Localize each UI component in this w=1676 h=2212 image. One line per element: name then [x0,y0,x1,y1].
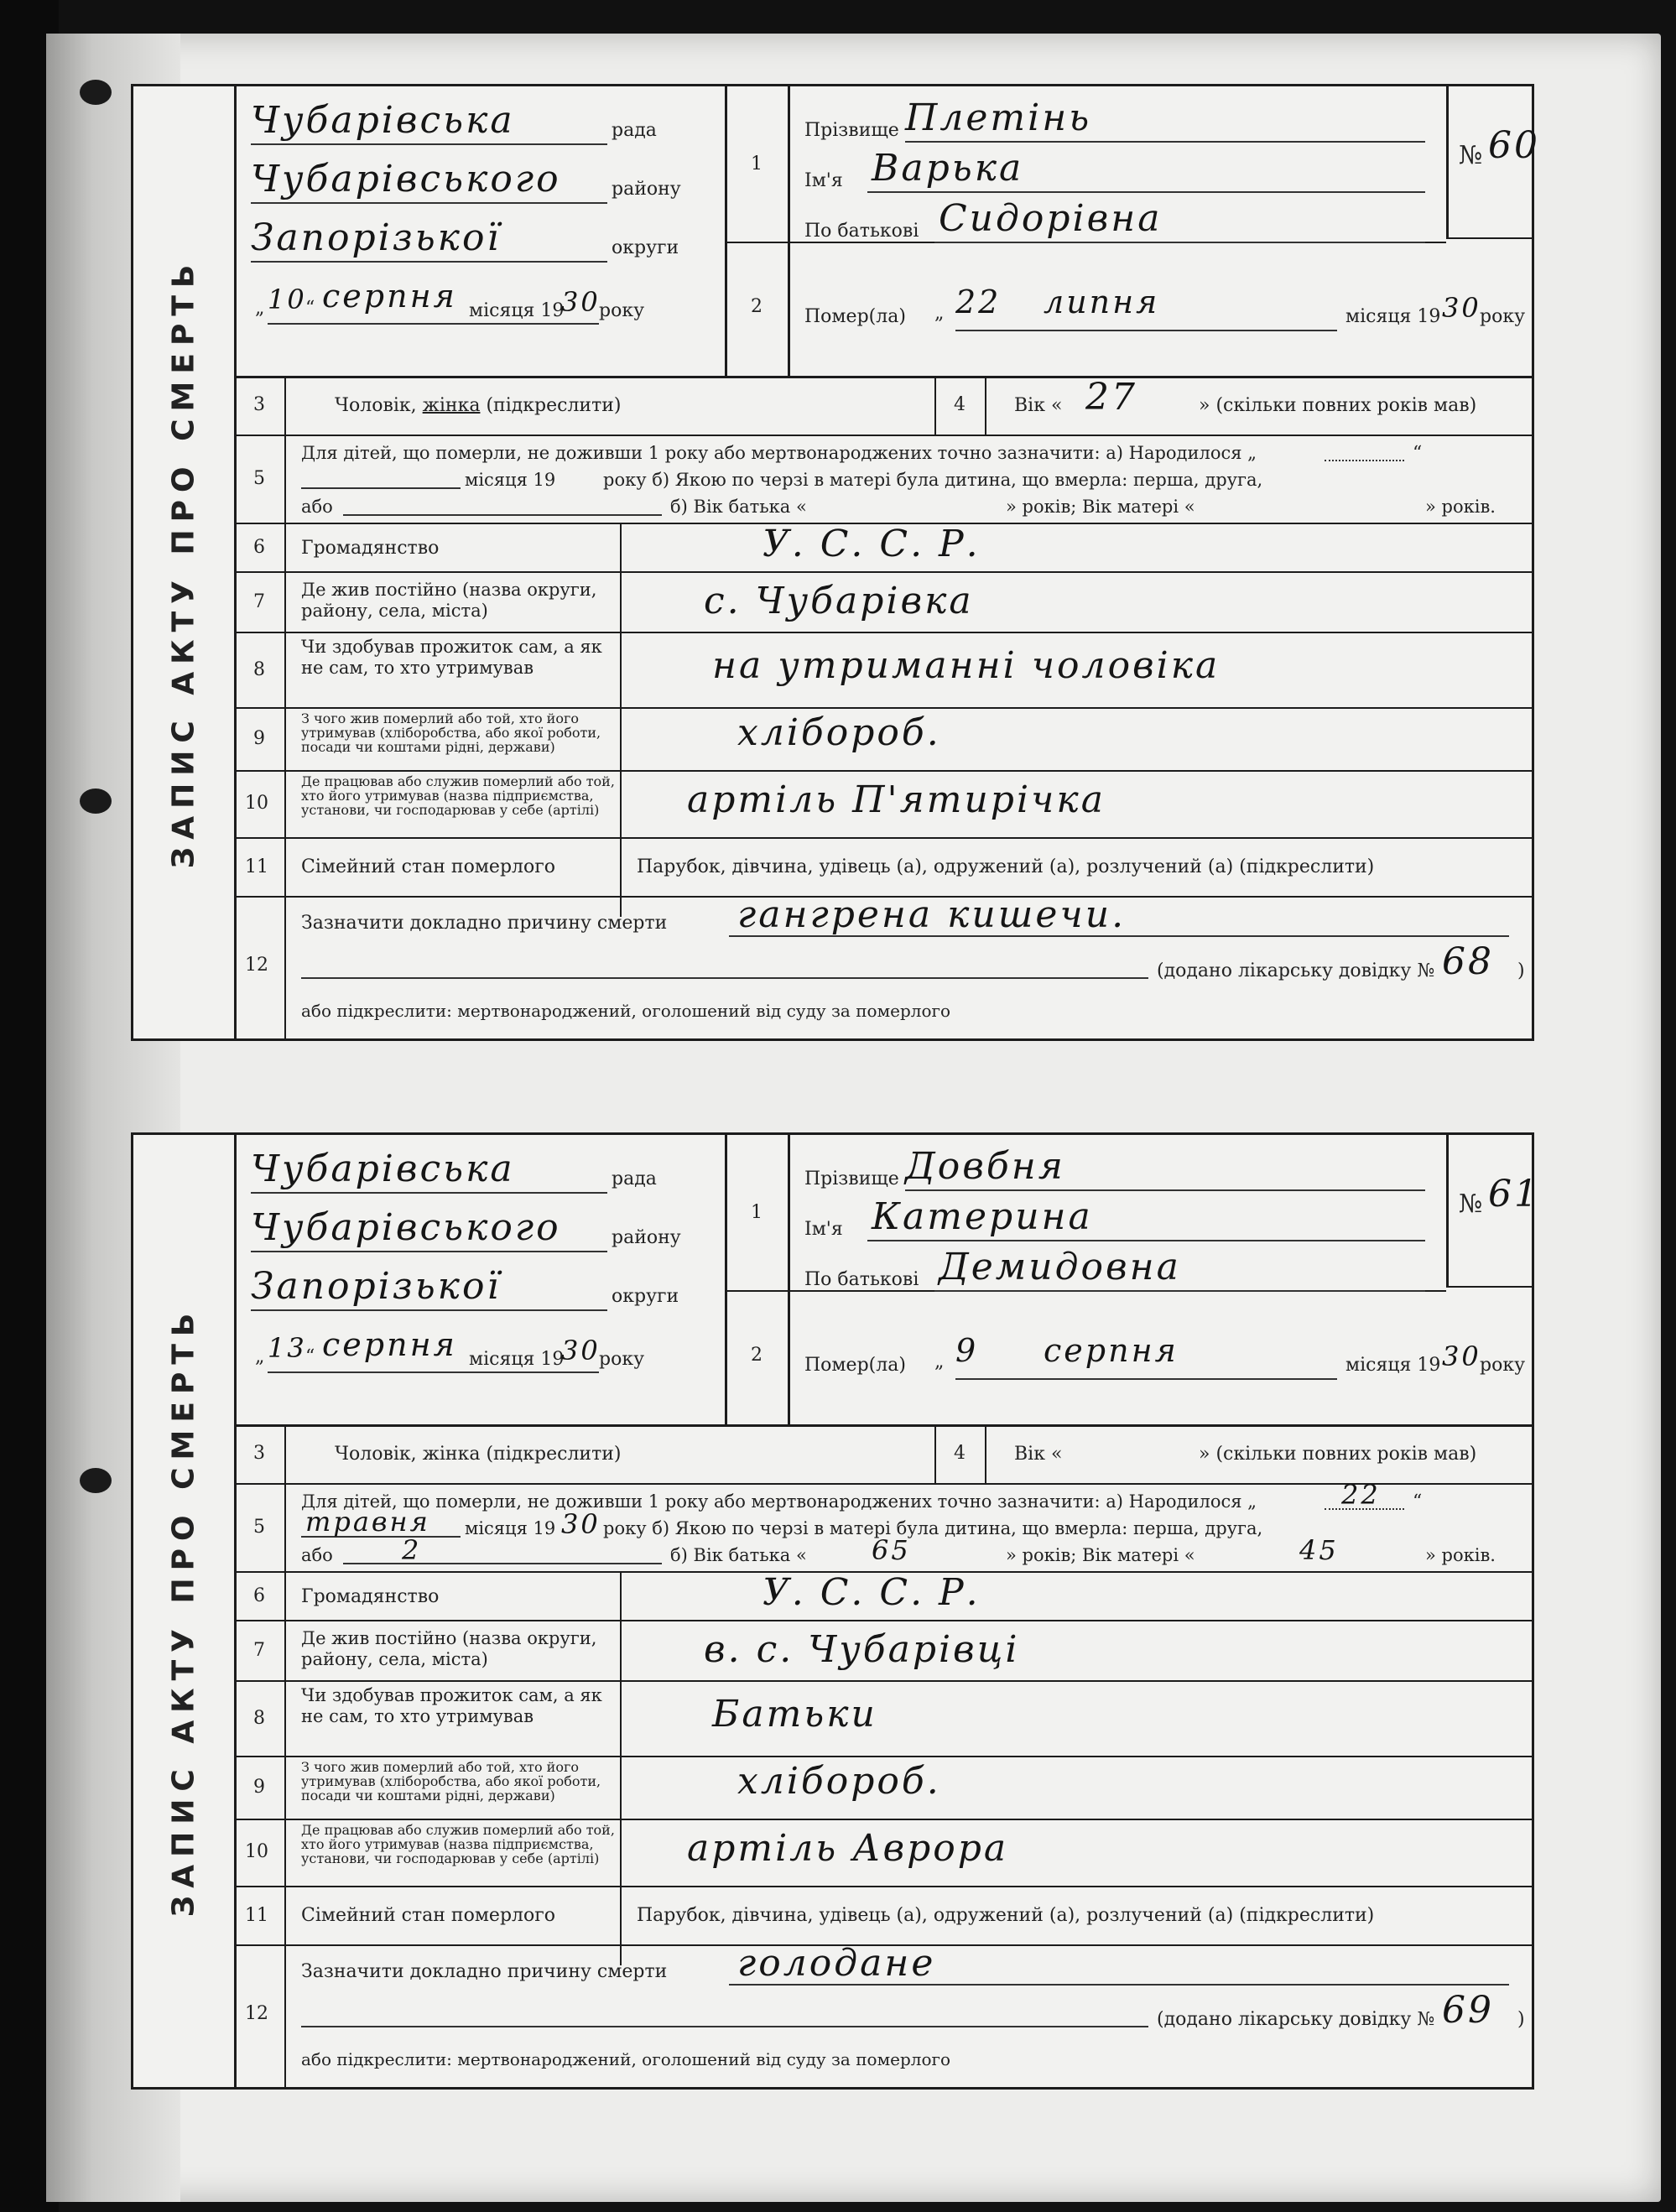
punch-hole [80,789,112,814]
children-month-label: місяця 19 [465,470,556,490]
patronymic-value: Сидорівна [939,197,1163,240]
sex-label: Чоловік, жінка (підкреслити) [335,1444,622,1465]
row-num: 8 [253,1708,265,1729]
row-num: 11 [245,856,268,877]
birth-day: 22 [1341,1479,1381,1511]
family-status-label: Сімейний стан померлого [301,856,556,877]
doc-note: (додано лікарську довідку № [1157,960,1435,981]
cause-value: голодане [737,1942,936,1985]
children-line-2: року б) Якою по черзі в матері була дитина, що вмерла: перша, друга, [603,1518,1263,1538]
residence-label: Де жив постійно (назва округи, району, села, міста) [301,1628,597,1669]
reg-month: серпня [322,1326,457,1363]
row-num: 6 [253,1585,265,1606]
doc-number: 69 [1442,1989,1494,2032]
row-num: 1 [751,1202,763,1223]
name-label: Ім'я [804,1219,843,1240]
children-or: або [301,1545,333,1565]
livelihood-value: хлібороб. [737,711,941,754]
patronymic-label: По батькові [804,1269,919,1290]
rada-value: Чубарівська [251,99,515,142]
doc-close: ) [1517,960,1525,981]
mother-age-label: » років; Вік матері « [1006,497,1195,517]
death-month: серпня [1044,1332,1179,1369]
side-label: ЗАПИС АКТУ ПРО СМЕРТЬ [133,86,237,1038]
age-suffix: » (скільки повних років мав) [1199,395,1477,416]
died-label: Помер(ла) [804,1355,906,1376]
death-date-open: „ [934,303,945,324]
punch-hole [80,80,112,105]
years-label: » років. [1425,497,1496,517]
died-label: Помер(ла) [804,306,906,327]
father-age-label: б) Вік батька « [670,1545,807,1565]
name-value: Катерина [872,1195,1093,1238]
side-label: ЗАПИС АКТУ ПРО СМЕРТЬ [133,1135,237,2087]
reg-month-label: місяця 19 [469,300,565,321]
death-year: 30 [1442,292,1481,324]
row-num: 10 [245,1841,268,1862]
row-num: 7 [253,1640,265,1661]
death-month-label: місяця 19 [1345,1355,1441,1376]
reg-day: 10 [268,284,307,315]
birth-day-close: “ [1413,443,1423,464]
support-label: Чи здобував прожиток сам, а як не сам, то хто утримував [301,637,602,678]
row-num: 9 [253,1777,265,1798]
row-num: 10 [245,793,268,814]
okrug-label: округи [612,1286,679,1307]
record-number-sign: № [1459,141,1483,170]
rada-label: рада [612,1168,657,1189]
reg-date-open: „ [255,298,265,319]
citizenship-label: Громадянство [301,538,440,559]
death-year-label: року [1480,1355,1526,1376]
okrug-value: Запорізької [251,1265,502,1308]
row-num: 12 [245,2003,268,2024]
years-label: » років. [1425,1545,1496,1565]
age-value: 27 [1085,376,1137,419]
surname-label: Прізвище [804,1168,899,1189]
livelihood-label: З чого жив померлий або той, хто його утримував (хліборобства, або якої роботи, посади чи коштами рідні, держави) [301,710,601,755]
stillborn-note: або підкреслити: мертвонароджений, оголошений від суду за померлого [301,1001,951,1021]
father-age-label: б) Вік батька « [670,497,807,517]
reg-date-close: “ [305,1346,315,1367]
age-suffix: » (скільки повних років мав) [1199,1444,1477,1465]
age-label: Вік « [1014,1444,1063,1465]
death-day: 9 [955,1332,979,1369]
surname-label: Прізвище [804,120,899,141]
name-label: Ім'я [804,170,843,191]
reg-year-label: року [599,1349,645,1370]
okrug-label: округи [612,237,679,258]
death-month-label: місяця 19 [1345,306,1441,327]
mother-age-label: » років; Вік матері « [1006,1545,1195,1565]
row-num: 6 [253,537,265,558]
children-line-1: Для дітей, що померли, не доживши 1 року або мертвонароджених точно зазначити: а) Народилося „ [301,443,1257,463]
row-num: 7 [253,591,265,612]
name-value: Варька [872,147,1024,190]
cause-value: гангрена кишечи. [737,893,1127,936]
birth-day-close: “ [1413,1491,1423,1512]
death-year-label: року [1480,306,1526,327]
rada-value: Чубарівська [251,1148,515,1190]
raion-value: Чубарівського [251,158,561,200]
sex-label: Чоловік, жінка (підкреслити) [335,395,622,416]
death-record [131,1132,1540,2090]
row-num: 9 [253,728,265,749]
children-line-1: Для дітей, що померли, не доживши 1 року або мертвонароджених точно зазначити: а) Народилося „ [301,1491,1257,1512]
age-label: Вік « [1014,395,1063,416]
reg-date-open: „ [255,1346,265,1367]
punch-hole [80,1468,112,1493]
death-date-open: „ [934,1351,945,1372]
reg-year: 30 [561,286,601,318]
reg-year-label: року [599,300,645,321]
stillborn-note: або підкреслити: мертвонароджений, оголошений від суду за померлого [301,2049,951,2069]
support-value: Батьки [712,1693,877,1736]
raion-label: району [612,1227,681,1248]
reg-month-label: місяця 19 [469,1349,565,1370]
child-order: 2 [402,1534,422,1566]
surname-value: Плетінь [905,96,1092,139]
reg-day: 13 [268,1332,307,1364]
row-num: 5 [253,1517,265,1538]
birth-year: 30 [561,1508,601,1540]
doc-number: 68 [1442,940,1494,983]
reg-month: серпня [322,278,457,315]
citizenship-label: Громадянство [301,1586,440,1607]
surname-value: Довбня [905,1145,1065,1188]
family-status-options: Парубок, дівчина, удівець (а), одружений (а), розлучений (а) (підкреслити) [637,1905,1375,1926]
death-year: 30 [1442,1340,1481,1372]
workplace-label: Де працював або служив померлий або той, хто його утримував (назва підприємства, установи, чи господарював у себе (артілі) [301,1822,615,1866]
citizenship-value: У. С. С. Р. [763,523,981,565]
citizenship-value: У. С. С. Р. [763,1571,981,1614]
residence-value: в. с. Чубарівці [704,1628,1020,1671]
reg-year: 30 [561,1335,601,1366]
row-num: 12 [245,955,268,976]
death-day: 22 [955,284,1002,320]
residence-label: Де жив постійно (назва округи, району, села, міста) [301,580,597,621]
children-or: або [301,497,333,517]
row-num: 8 [253,659,265,680]
livelihood-label: З чого жив померлий або той, хто його утримував (хліборобства, або якої роботи, посади чи коштами рідні, держави) [301,1759,601,1803]
cause-label: Зазначити докладно причину смерти [301,913,668,934]
record-number-sign: № [1459,1189,1483,1219]
row-num: 4 [954,394,966,415]
children-month-label: місяця 19 [465,1518,556,1538]
row-num: 2 [751,296,763,317]
row-num: 1 [751,154,763,174]
support-label: Чи здобував прожиток сам, а як не сам, то хто утримував [301,1685,602,1726]
workplace-value: артіль Аврора [687,1827,1009,1870]
raion-label: району [612,179,681,200]
workplace-value: артіль П'ятирічка [687,778,1106,821]
birth-month: травня [305,1506,430,1538]
family-status-options: Парубок, дівчина, удівець (а), одружений (а), розлучений (а) (підкреслити) [637,856,1375,877]
record-number: 61 [1488,1173,1540,1215]
father-age: 65 [872,1534,911,1566]
record-number: 60 [1488,124,1540,167]
row-num: 3 [253,394,265,415]
row-num: 11 [245,1905,268,1926]
patronymic-value: Демидовна [939,1246,1181,1288]
row-num: 3 [253,1443,265,1464]
doc-note: (додано лікарську довідку № [1157,2009,1435,2030]
row-num: 5 [253,468,265,489]
cause-label: Зазначити докладно причину смерти [301,1961,668,1982]
row-num: 4 [954,1443,966,1464]
death-record [131,84,1540,1041]
doc-close: ) [1517,2009,1525,2030]
workplace-label: Де працював або служив померлий або той, хто його утримував (назва підприємства, установи, чи господарював у себе (артілі) [301,773,615,818]
rada-label: рада [612,120,657,141]
okrug-value: Запорізької [251,216,502,259]
death-month: липня [1044,284,1160,320]
children-line-2: року б) Якою по черзі в матері була дитина, що вмерла: перша, друга, [603,470,1263,490]
family-status-label: Сімейний стан померлого [301,1905,556,1926]
raion-value: Чубарівського [251,1206,561,1249]
support-value: на утриманні чоловіка [712,644,1221,687]
reg-date-close: “ [305,298,315,319]
patronymic-label: По батькові [804,221,919,242]
livelihood-value: хлібороб. [737,1760,941,1803]
row-num: 2 [751,1345,763,1366]
residence-value: с. Чубарівка [704,580,974,622]
mother-age: 45 [1299,1534,1339,1566]
